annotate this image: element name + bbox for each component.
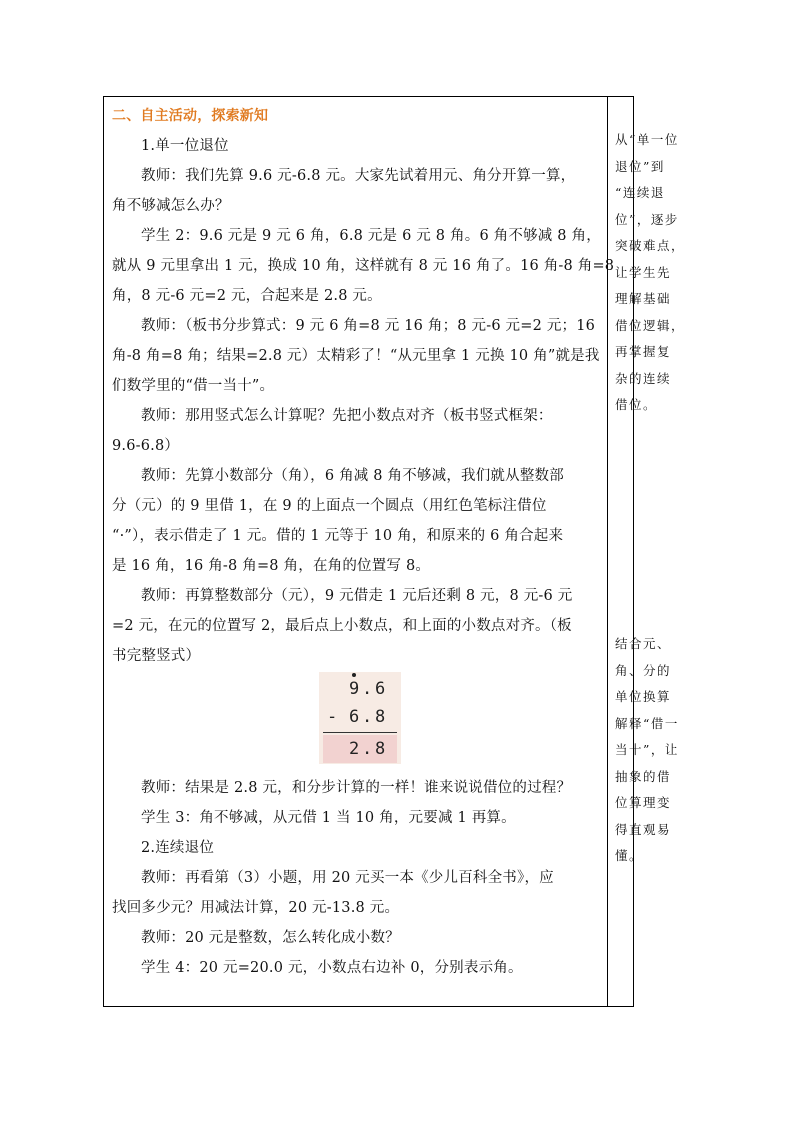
column-divider	[607, 97, 608, 1006]
calc-row-minuend	[319, 676, 401, 702]
note-line: 退位”到	[615, 158, 665, 174]
calc-row-result	[319, 736, 401, 762]
calc-digit: 8	[375, 739, 386, 759]
paragraph-line: 书完整竖式）	[112, 648, 201, 664]
paragraph-line: 们数学里的“借一当十”。	[112, 378, 275, 394]
paragraph-line: =2 元，在元的位置写 2，最后点上小数点，和上面的小数点对齐。（板	[112, 618, 572, 634]
calc-digit: 9	[349, 679, 360, 699]
calc-decimal-point: .	[362, 679, 373, 699]
note-line: 角、分的	[615, 662, 672, 678]
note-line: 位”，逐步	[615, 211, 679, 227]
paragraph-line: 学生 2：9.6 元是 9 元 6 角，6.8 元是 6 元 8 角。6 角不够减 8 角，	[141, 228, 601, 244]
calc-digit: 8	[375, 707, 386, 727]
note-line: “连续退	[615, 185, 665, 200]
paragraph-line: 分（元）的 9 里借 1，在 9 的上面点一个圆点（用红色笔标注借位	[112, 498, 547, 514]
subsection-title-continuous-borrow: 2.连续退位	[141, 840, 215, 856]
paragraph-line: 教师：（板书分步算式：9 元 6 角=8 元 16 角；8 元-6 元=2 元；16	[141, 318, 596, 334]
note-line: 抽象的借	[615, 768, 672, 784]
calc-minus-sign: -	[327, 707, 338, 727]
borrow-dot-mark	[352, 673, 356, 677]
paragraph-line: 教师：先算小数部分（角），6 角减 8 角不够减，我们就从整数部	[141, 468, 564, 484]
note-line: 当十”，让	[615, 742, 679, 757]
paragraph-line: 是 16 角，16 角-8 角=8 角，在角的位置写 8。	[112, 558, 431, 574]
paragraph-line: 角-8 角=8 角；结果=2.8 元）太精彩了！“从元里拿 1 元换 10 角”就是我	[112, 348, 600, 364]
paragraph-line: 找回多少元？用减法计算，20 元-13.8 元。	[112, 900, 400, 916]
note-line: 理解基础	[615, 291, 672, 306]
note-line: 让学生先	[615, 264, 672, 280]
note-line: 借位。	[615, 397, 658, 412]
calc-decimal-point: .	[362, 739, 373, 759]
paragraph-line: 9.6-6.8）	[112, 438, 180, 454]
note-line: 位算理变	[615, 795, 672, 810]
subsection-title-single-borrow: 1.单一位退位	[141, 138, 229, 154]
side-note-1	[615, 127, 687, 419]
section-title: 二、自主活动，探索新知	[112, 108, 269, 124]
paragraph-line: “·”），表示借走了 1 元。借的 1 元等于 10 角，和原来的 6 角合起来	[112, 528, 564, 544]
calc-decimal-point: .	[362, 707, 373, 727]
lesson-content	[112, 101, 615, 983]
note-line: 得直观易	[615, 821, 672, 837]
note-line: 杂的连续	[615, 370, 672, 386]
note-line: 结合元、	[615, 636, 672, 651]
vertical-calculation-box	[319, 672, 401, 764]
note-line: 单位换算	[615, 689, 672, 704]
note-line: 借位逻辑，	[615, 317, 686, 333]
calc-digit: 6	[375, 679, 386, 699]
calc-rule-line	[323, 732, 397, 733]
note-line: 突破难点，	[615, 238, 686, 253]
paragraph-line: 学生 4：20 元=20.0 元，小数点右边补 0，分别表示角。	[141, 960, 523, 976]
note-line: 再掌握复	[615, 344, 672, 359]
note-line: 解释“借一	[615, 715, 679, 731]
note-line: 懂。	[615, 848, 644, 863]
calc-row-subtrahend	[319, 704, 401, 730]
vertical-calculation	[112, 672, 602, 770]
paragraph-line: 教师：我们先算 9.6 元-6.8 元。大家先试着用元、角分开算一算，	[141, 168, 576, 184]
paragraph-line: 角，8 元-6 元=2 元，合起来是 2.8 元。	[112, 288, 382, 304]
lesson-table	[103, 96, 686, 1007]
paragraph-line: 教师：再看第（3）小题，用 20 元买一本《少儿百科全书》，应	[141, 870, 554, 886]
side-note-2	[615, 631, 687, 870]
paragraph-line: 就从 9 元里拿出 1 元，换成 10 角，这样就有 8 元 16 角了。16 角-8 角=8	[112, 258, 615, 274]
paragraph-line: 教师：再算整数部分（元），9 元借走 1 元后还剩 8 元，8 元-6 元	[141, 588, 573, 604]
paragraph-line: 学生 3：角不够减，从元借 1 当 10 角，元要减 1 再算。	[141, 810, 516, 826]
paragraph-line: 教师：那用竖式怎么计算呢？先把小数点对齐（板书竖式框架：	[141, 408, 553, 424]
calc-digit: 2	[349, 739, 360, 759]
note-line: 从“单一位	[615, 132, 679, 147]
paragraph-line: 教师：20 元是整数，怎么转化成小数？	[141, 930, 400, 946]
paragraph-line: 教师：结果是 2.8 元，和分步计算的一样！谁来说说借位的过程？	[141, 780, 572, 796]
calc-digit: 6	[349, 707, 360, 727]
paragraph-line: 角不够减怎么办？	[112, 198, 230, 214]
